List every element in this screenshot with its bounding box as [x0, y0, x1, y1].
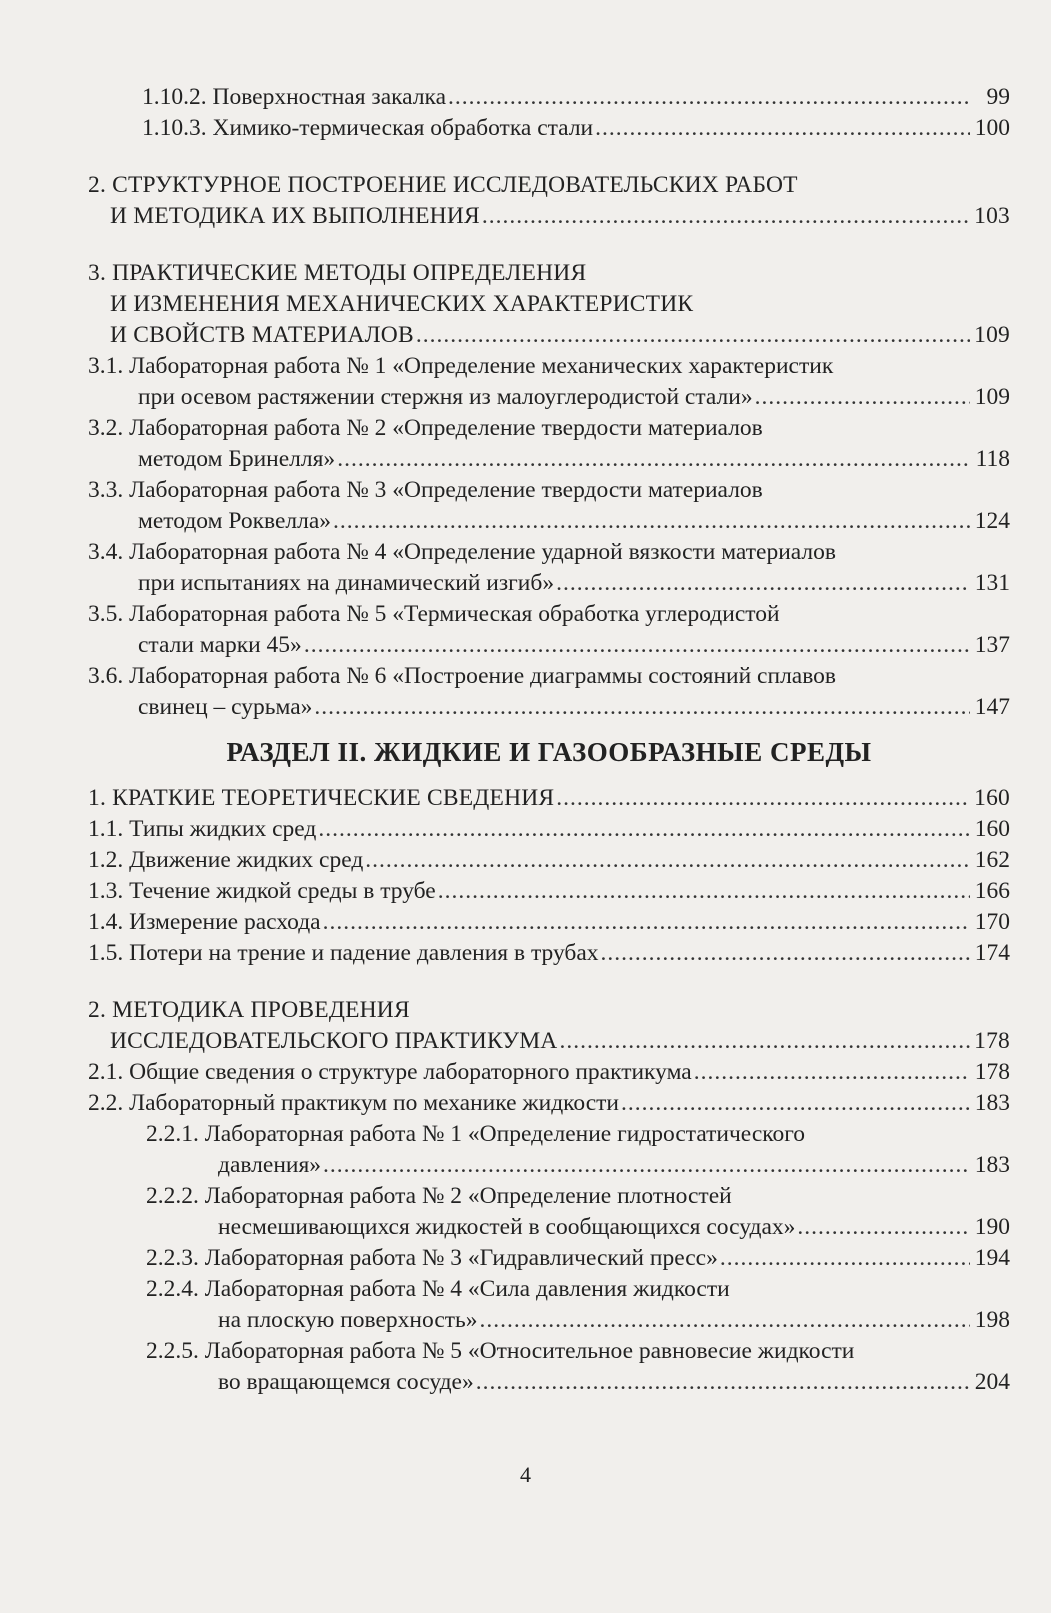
toc-entry [88, 845, 1010, 876]
toc-entry [88, 113, 1010, 144]
dot-leader [318, 814, 970, 845]
toc-entry [88, 1088, 1010, 1119]
toc-entry-page: 103 [974, 203, 1010, 229]
toc-entry-title: 1.4. Измерение расхода [88, 909, 321, 935]
toc-entry-page: 118 [975, 446, 1010, 472]
toc-entry-title: 3.2. Лабораторная работа № 2 «Определение твердости материалов [88, 415, 763, 441]
toc-entry-title: 2.2.1. Лабораторная работа № 1 «Определение гидростатического [146, 1121, 806, 1147]
toc-chapter-title-line: И СВОЙСТВ МАТЕРИАЛОВ [110, 322, 414, 348]
dot-leader [365, 845, 970, 876]
toc-chapter-title-line: 2. СТРУКТУРНОЕ ПОСТРОЕНИЕ ИССЛЕДОВАТЕЛЬСКИХ РАБОТ [88, 172, 798, 198]
toc-chapter [88, 783, 1010, 814]
toc-entry-title: 2.2.3. Лабораторная работа № 3 «Гидравлический пресс» [146, 1245, 718, 1271]
toc-entry-title: 3.1. Лабораторная работа № 1 «Определение механических характеристик [88, 353, 834, 379]
toc-entry [88, 876, 1010, 907]
toc-entry-title: при испытаниях на динамический изгиб» [138, 570, 555, 596]
toc-entry-title: 3.6. Лабораторная работа № 6 «Построение диаграммы состояний сплавов [88, 663, 837, 689]
toc-entry-title: при осевом растяжении стержня из малоуглеродистой стали» [138, 384, 753, 410]
toc-chapter-title-line: 1. КРАТКИЕ ТЕОРЕТИЧЕСКИЕ СВЕДЕНИЯ [88, 785, 555, 811]
toc-entry [88, 599, 1010, 661]
toc-entry-title: 2.2.2. Лабораторная работа № 2 «Определение плотностей [146, 1183, 732, 1209]
toc-entry-title: методом Роквелла» [138, 508, 332, 534]
toc-entry-title: 2.1. Общие сведения о структуре лабораторного практикума [88, 1059, 692, 1085]
toc-entry-title: 1.3. Течение жидкой среды в трубе [88, 878, 436, 904]
toc-entry [88, 938, 1010, 969]
toc-entry-page: 174 [974, 940, 1010, 966]
dot-leader [621, 1088, 970, 1119]
toc-entry-title: давления» [218, 1152, 322, 1178]
table-of-contents [88, 82, 1010, 1398]
toc-entry-page: 166 [974, 878, 1010, 904]
toc-entry-title: 1.10.2. Поверхностная закалка [142, 84, 447, 110]
toc-entry [88, 1057, 1010, 1088]
toc-chapter-title-line: И ИЗМЕНЕНИЯ МЕХАНИЧЕСКИХ ХАРАКТЕРИСТИК [110, 291, 694, 317]
toc-chapter [88, 170, 1010, 232]
toc-entry-page: 109 [974, 322, 1010, 348]
toc-entry [88, 1181, 1010, 1243]
toc-entry-title: 3.3. Лабораторная работа № 3 «Определение твердости материалов [88, 477, 763, 503]
toc-entry [88, 82, 1010, 113]
dot-leader [755, 382, 970, 413]
dot-leader [556, 568, 970, 599]
toc-chapter-title-line: 2. МЕТОДИКА ПРОВЕДЕНИЯ [88, 997, 410, 1023]
toc-entry-page: 137 [974, 632, 1010, 658]
toc-entry [88, 537, 1010, 599]
toc-entry-title: 1.5. Потери на трение и падение давления в трубах [88, 940, 599, 966]
dot-leader [416, 320, 970, 351]
toc-chapter-title-line: И МЕТОДИКА ИХ ВЫПОЛНЕНИЯ [110, 203, 480, 229]
dot-leader [323, 1150, 970, 1181]
toc-entry-page: 183 [974, 1152, 1010, 1178]
toc-chapter [88, 258, 1010, 351]
toc-entry-page: 204 [974, 1369, 1010, 1395]
dot-leader [476, 1367, 970, 1398]
dot-leader [323, 907, 970, 938]
toc-entry-title: методом Бринелля» [138, 446, 336, 472]
toc-chapter-title-line: 3. ПРАКТИЧЕСКИЕ МЕТОДЫ ОПРЕДЕЛЕНИЯ [88, 260, 587, 286]
dot-leader [601, 938, 970, 969]
toc-entry-page: 99 [986, 84, 1010, 110]
toc-entry [88, 814, 1010, 845]
toc-chapter-title-line: ИССЛЕДОВАТЕЛЬСКОГО ПРАКТИКУМА [110, 1028, 558, 1054]
toc-entry-page: 178 [974, 1059, 1010, 1085]
dot-leader [480, 1305, 970, 1336]
toc-entry-page: 170 [974, 909, 1010, 935]
dot-leader [720, 1243, 970, 1274]
toc-chapter [88, 995, 1010, 1057]
toc-entry-page: 194 [974, 1245, 1010, 1271]
toc-entry-title: 2.2.4. Лабораторная работа № 4 «Сила давления жидкости [146, 1276, 730, 1302]
toc-entry-title: 1.1. Типы жидких сред [88, 816, 317, 842]
dot-leader [438, 876, 970, 907]
toc-entry-title: свинец – сурьма» [138, 694, 313, 720]
dot-leader [304, 630, 970, 661]
toc-entry-page: 190 [974, 1214, 1010, 1240]
toc-entry-title: 3.5. Лабораторная работа № 5 «Термическая обработка углеродистой [88, 601, 780, 627]
toc-entry-title: 2.2. Лабораторный практикум по механике жидкости [88, 1090, 619, 1116]
toc-entry-page: 147 [974, 694, 1010, 720]
toc-entry-page: 198 [974, 1307, 1010, 1333]
toc-entry [88, 475, 1010, 537]
toc-entry [88, 413, 1010, 475]
toc-entry-page: 160 [974, 785, 1010, 811]
toc-entry [88, 351, 1010, 413]
toc-entry [88, 1336, 1010, 1398]
toc-entry-page: 109 [974, 384, 1010, 410]
dot-leader [448, 82, 970, 113]
toc-entry-page: 162 [974, 847, 1010, 873]
toc-entry-title: 1.2. Движение жидких сред [88, 847, 364, 873]
toc-entry-page: 100 [974, 115, 1010, 141]
toc-entry-title: 1.10.3. Химико-термическая обработка стали [142, 115, 594, 141]
toc-entry-page: 178 [974, 1028, 1010, 1054]
dot-leader [559, 1026, 970, 1057]
toc-entry [88, 661, 1010, 723]
toc-entry-title: несмешивающихся жидкостей в сообщающихся сосудах» [218, 1214, 796, 1240]
dot-leader [556, 783, 970, 814]
toc-entry [88, 907, 1010, 938]
dot-leader [333, 506, 970, 537]
toc-entry [88, 1119, 1010, 1181]
dot-leader [337, 444, 970, 475]
dot-leader [595, 113, 970, 144]
toc-entry-title: во вращающемся сосуде» [218, 1369, 474, 1395]
section-heading: РАЗДЕЛ II. ЖИДКИЕ И ГАЗООБРАЗНЫЕ СРЕДЫ [226, 737, 872, 767]
toc-entry-title: 2.2.5. Лабораторная работа № 5 «Относительное равновесие жидкости [146, 1338, 855, 1364]
toc-entry-title: стали марки 45» [138, 632, 302, 658]
toc-entry-page: 183 [974, 1090, 1010, 1116]
dot-leader [797, 1212, 970, 1243]
toc-entry-page: 131 [974, 570, 1010, 596]
dot-leader [314, 692, 970, 723]
toc-entry [88, 1274, 1010, 1336]
toc-entry-page: 124 [974, 508, 1010, 534]
dot-leader [482, 201, 970, 232]
toc-entry-title: 3.4. Лабораторная работа № 4 «Определение ударной вязкости материалов [88, 539, 836, 565]
toc-entry-title: на плоскую поверхность» [218, 1307, 478, 1333]
toc-entry-page: 160 [974, 816, 1010, 842]
toc-entry [88, 1243, 1010, 1274]
page-number: 4 [520, 1462, 531, 1487]
dot-leader [694, 1057, 970, 1088]
